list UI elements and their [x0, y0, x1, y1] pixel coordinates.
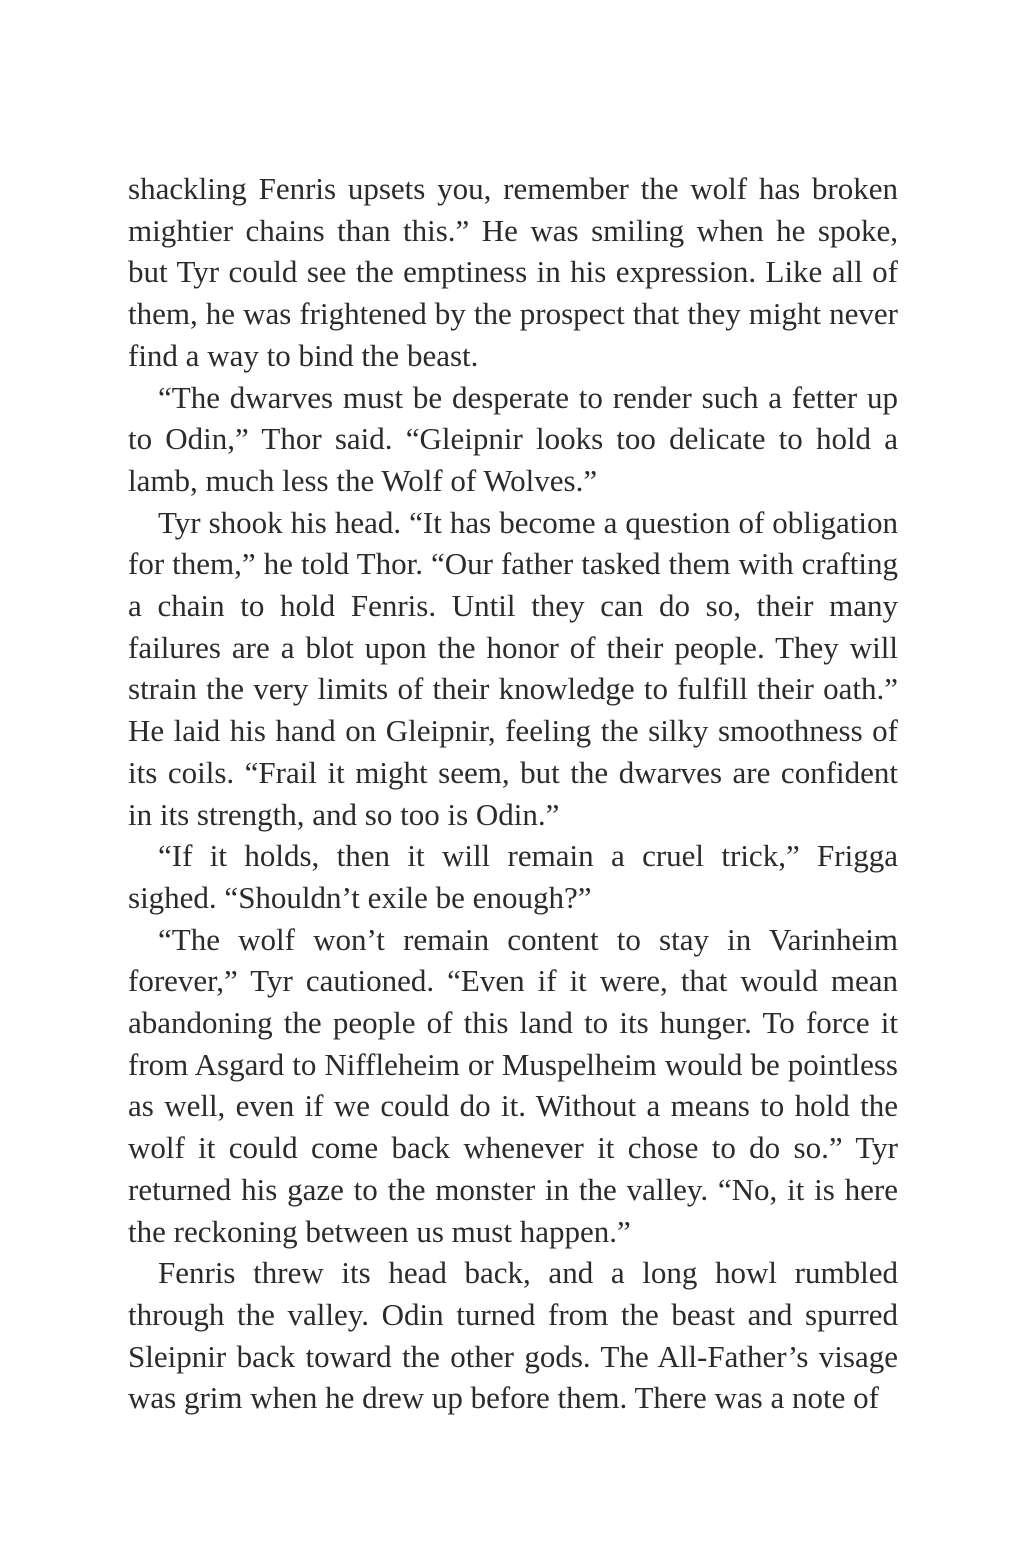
paragraph: “The dwarves must be desperate to render such a fetter up to Odin,” Thor said. “Gleipnir looks too delicate to hold a lamb, much less the Wolf of Wolves.”	[128, 379, 898, 498]
paragraph: shackling Fenris upsets you, remember the wolf has broken mightier chains than this.” He was smiling when he spoke, but Tyr could see the emptiness in his expression. Like all of them, he was frightened by the prospect that they might never find a way to bind the beast.	[128, 171, 898, 373]
paragraph: “The wolf won’t remain content to stay in Varinheim forever,” Tyr cautioned. “Even if it were, that would mean abandoning the people of this land to its hunger. To force it from Asgard to Niffleheim or Muspelheim would be pointless as well, even if we could do it. Without a means to hold the wolf it could come back whenever it chose to do so.” Tyr returned his gaze to the monster in the valley. “No, it is here the reckoning between us must happen.”	[128, 921, 898, 1249]
text-column	[128, 168, 898, 1419]
paragraph: Tyr shook his head. “It has become a question of obligation for them,” he told Thor. “Our father tasked them with crafting a chain to hold Fenris. Until they can do so, their many failures are a blot upon the honor of their people. They will strain the very limits of their knowledge to fulfill their oath.” He laid his hand on Gleipnir, feeling the silky smoothness of its coils. “Frail it might seem, but the dwarves are confident in its strength, and so too is Odin.”	[128, 504, 898, 832]
paragraph: Fenris threw its head back, and a long howl rumbled through the valley. Odin turned from the beast and spurred Sleipnir back toward the other gods. The All-Father’s visage was grim when he drew up before them. There was a note of	[128, 1255, 898, 1416]
paragraph: “If it holds, then it will remain a cruel trick,” Frigga sighed. “Shouldn’t exile be enough?”	[128, 838, 898, 915]
